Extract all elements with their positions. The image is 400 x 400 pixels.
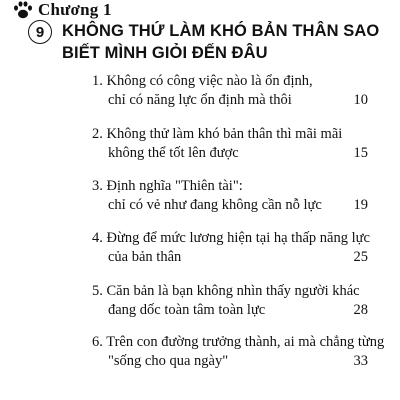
toc-entry-2[interactable] (92, 125, 372, 163)
toc-entry-subtitle: không thể tốt lên được (108, 145, 239, 161)
toc-entry-title: 2. Không thử làm khó bản thân thì mãi mãi (92, 126, 343, 142)
toc-entry-6[interactable] (92, 333, 385, 371)
toc-page-number: 10 (353, 92, 368, 108)
section-title-line-2: BIẾT MÌNH GIỎI ĐẾN ĐÂU (62, 44, 268, 62)
toc-page-number: 25 (353, 249, 368, 265)
toc-entry-5[interactable] (92, 282, 372, 320)
section-number-badge: 9 (28, 20, 52, 44)
toc-entry-title: 4. Đừng để mức lương hiện tại hạ thấp năng lực (92, 230, 370, 246)
toc-entry-title: 5. Căn bản là bạn không nhìn thấy người khác (92, 283, 360, 299)
toc-entry-title: 3. Định nghĩa "Thiên tài": (92, 178, 243, 194)
toc-entry-subtitle: "sống cho qua ngày" (108, 353, 229, 369)
toc-entry-subtitle: của bản thân (108, 249, 182, 265)
toc-entry-4[interactable] (92, 229, 372, 267)
toc-entry-3[interactable] (92, 177, 372, 215)
toc-entry-title: 1. Không có công việc nào là ổn định, (92, 73, 313, 89)
chapter-label: Chương 1 (38, 0, 112, 19)
toc-page-number: 33 (353, 353, 368, 369)
toc-page-number: 15 (353, 145, 368, 161)
toc-entry-1[interactable] (92, 72, 372, 110)
toc-page-number: 19 (353, 197, 368, 213)
toc-entry-subtitle: chỉ có vẻ như đang không cần nỗ lực (108, 197, 322, 213)
section-title-line-1: KHÔNG THỨ LÀM KHÓ BẢN THÂN SAO (62, 22, 380, 40)
toc-entry-subtitle: chỉ có năng lực ổn định mà thôi (108, 92, 292, 108)
paw-print-icon (12, 0, 34, 20)
toc-entry-subtitle: đang dốc toàn tâm toàn lực (108, 302, 266, 318)
toc-page-number: 28 (353, 302, 368, 318)
chapter-header (12, 0, 112, 20)
toc-entry-title: 6. Trên con đường trưởng thành, ai mà chẳng từng (92, 334, 385, 350)
